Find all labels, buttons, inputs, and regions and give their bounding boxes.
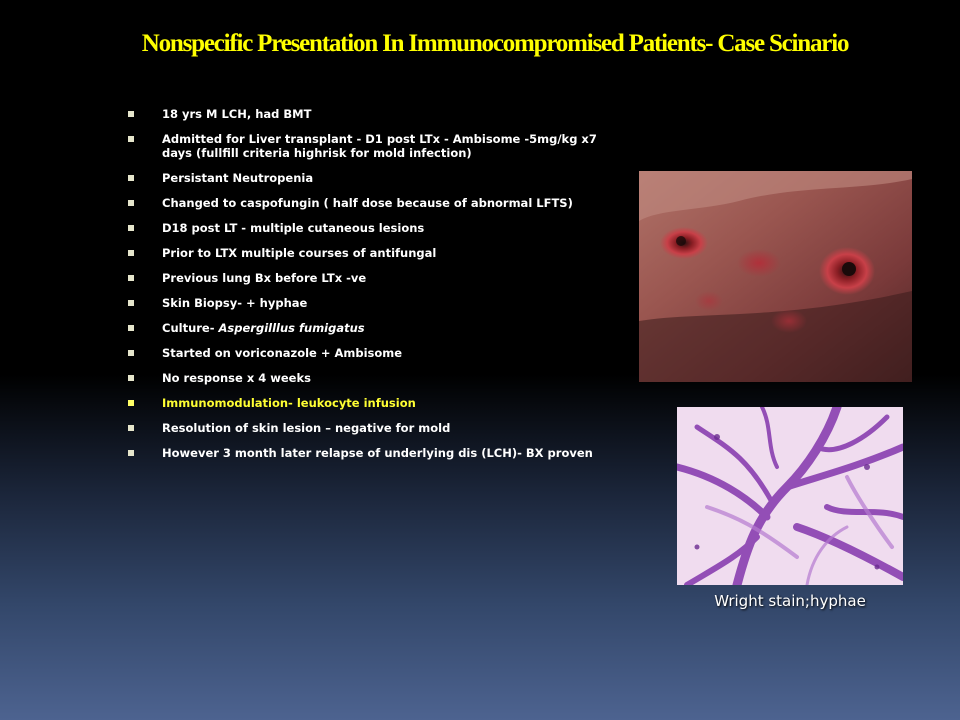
skin-lesions-photo: [639, 171, 912, 382]
bullet-item: [128, 421, 628, 435]
bullet-square-icon: [128, 425, 134, 431]
bullet-item: [128, 296, 628, 310]
bullet-text: Admitted for Liver transplant - D1 post LTx - Ambisome -5mg/kg x7 days (fullfill criteria highrisk for mold infection): [162, 132, 597, 160]
bullet-text: Immunomodulation- leukocyte infusion: [162, 396, 416, 410]
bullet-text-prefix: Culture-: [162, 321, 219, 335]
bullet-item: [128, 321, 628, 335]
bullet-text: Prior to LTX multiple courses of antifungal: [162, 246, 437, 260]
bullet-text: No response x 4 weeks: [162, 371, 311, 385]
organism-name: Aspergilllus fumigatus: [218, 321, 365, 335]
bullet-text: Started on voriconazole + Ambisome: [162, 346, 403, 360]
bullet-text: Changed to caspofungin ( half dose because of abnormal LFTS): [162, 196, 573, 210]
bullet-square-icon: [128, 450, 134, 456]
bullet-text: D18 post LT - multiple cutaneous lesions: [162, 221, 425, 235]
bullet-square-icon: [128, 275, 134, 281]
bullet-text: Skin Biopsy- + hyphae: [162, 296, 308, 310]
bullet-list: [128, 107, 628, 471]
bullet-square-icon: [128, 200, 134, 206]
bullet-item: [128, 346, 628, 360]
bullet-item: [128, 132, 628, 160]
bullet-item: [128, 171, 628, 185]
slide-title: Nonspecific Presentation In Immunocompromised Patients- Case Scinario: [141, 30, 849, 57]
wright-stain-micrograph: [677, 407, 903, 585]
bullet-square-icon: [128, 325, 134, 331]
bullet-square-icon: [128, 175, 134, 181]
bullet-text: However 3 month later relapse of underlying dis (LCH)- BX proven: [162, 446, 593, 460]
bullet-text: Resolution of skin lesion – negative for mold: [162, 421, 451, 435]
bullet-square-icon: [128, 350, 134, 356]
bullet-text: Previous lung Bx before LTx -ve: [162, 271, 367, 285]
bullet-item: [128, 196, 628, 210]
bullet-item: [128, 107, 628, 121]
bullet-item: [128, 446, 628, 460]
bullet-square-icon: [128, 300, 134, 306]
bullet-square-icon: [128, 400, 134, 406]
bullet-item: [128, 221, 628, 235]
image-caption: Wright stain;hyphae: [714, 592, 866, 610]
bullet-item: [128, 271, 628, 285]
bullet-item-highlighted: [128, 396, 628, 410]
bullet-square-icon: [128, 111, 134, 117]
bullet-item: [128, 371, 628, 385]
bullet-square-icon: [128, 250, 134, 256]
bullet-square-icon: [128, 375, 134, 381]
bullet-text: Persistant Neutropenia: [162, 171, 314, 185]
bullet-square-icon: [128, 136, 134, 142]
bullet-square-icon: [128, 225, 134, 231]
bullet-text: 18 yrs M LCH, had BMT: [162, 107, 312, 121]
bullet-item: [128, 246, 628, 260]
